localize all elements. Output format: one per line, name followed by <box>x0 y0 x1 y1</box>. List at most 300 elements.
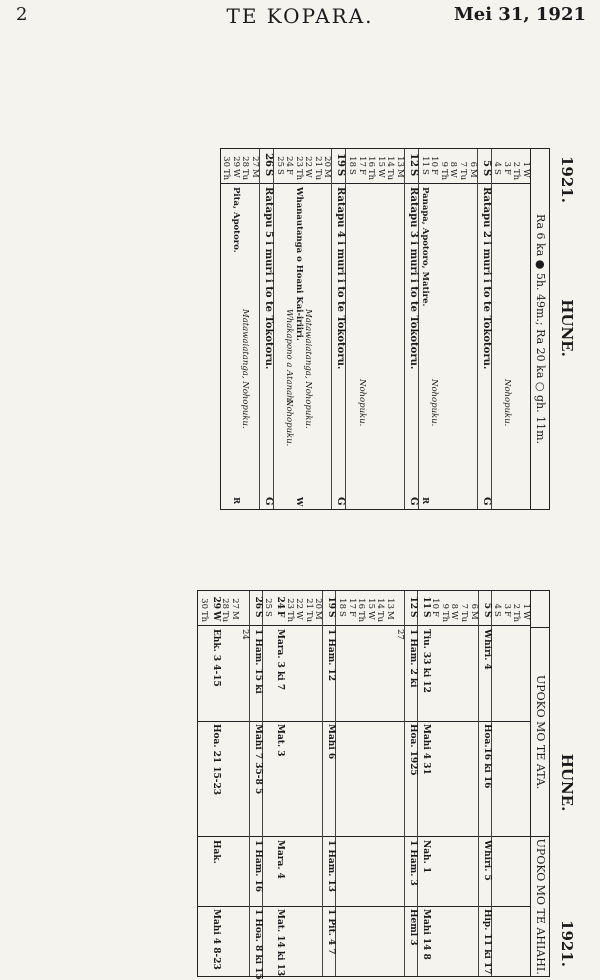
column-rule <box>346 836 356 837</box>
lesson-reference: Mat. 14 ki 13 <box>275 909 286 977</box>
column-rule <box>337 836 347 837</box>
lessons-row <box>272 591 284 976</box>
column-rule <box>260 183 273 184</box>
column-rule <box>294 836 304 837</box>
day-number: 6 <box>468 603 479 609</box>
weekday: Th <box>438 169 449 181</box>
lessons-table <box>34 590 582 980</box>
weekday: F <box>501 611 512 617</box>
column-rule <box>458 721 468 722</box>
column-rule <box>220 625 230 626</box>
day-number: 26 <box>252 596 263 609</box>
column-rule <box>239 625 249 626</box>
calendar-table <box>34 148 582 508</box>
weekday: W <box>375 169 386 178</box>
weekday: S <box>252 611 263 618</box>
lesson-reference: 1 Pit. 4 7 <box>326 909 337 955</box>
lessons-row <box>501 591 511 976</box>
weekday: Th <box>439 611 450 623</box>
calendar-row <box>284 149 294 509</box>
column-rule <box>294 906 304 907</box>
lessons-row <box>511 591 521 976</box>
column-rule <box>394 183 404 184</box>
column-rule <box>284 625 294 626</box>
day-number: 18 <box>347 156 358 167</box>
weekday: W <box>449 611 460 620</box>
column-rule <box>198 906 208 907</box>
calendar-row <box>457 149 467 509</box>
column-rule <box>337 625 347 626</box>
column-rule <box>384 721 394 722</box>
column-rule <box>365 836 375 837</box>
weekday: W <box>521 169 531 178</box>
lessons-row <box>394 591 404 976</box>
column-rule <box>229 721 239 722</box>
weekday: M <box>395 169 406 178</box>
column-rule <box>492 183 502 184</box>
lessons-row <box>313 591 323 976</box>
column-rule <box>312 183 322 184</box>
day-number: 11 <box>420 596 431 609</box>
weekday: Th <box>511 611 522 623</box>
moon-phase-row <box>530 149 549 509</box>
day-number: 13 <box>385 598 396 609</box>
column-rule <box>303 183 313 184</box>
column-rule <box>284 836 294 837</box>
day-number: 18 <box>337 598 348 609</box>
moon-phase-text: Ra 6 ka ● 5h. 49m.; Ra 20 ka ○ gh. 11m. <box>534 213 547 445</box>
column-rule <box>449 721 459 722</box>
column-rule <box>492 625 502 626</box>
column-rule <box>418 906 430 907</box>
column-rule <box>384 906 394 907</box>
weekday: S <box>492 611 503 617</box>
feast-text: Nohopuku. <box>501 379 512 427</box>
column-rule <box>520 906 530 907</box>
calendar-row <box>240 149 250 509</box>
column-rule <box>468 906 478 907</box>
day-number: 1 <box>521 161 531 167</box>
column-rule <box>439 836 449 837</box>
lessons-row <box>417 591 430 976</box>
calendar-row <box>273 149 284 509</box>
column-rule <box>337 906 347 907</box>
lessons-row <box>323 591 336 976</box>
day-number: 7 <box>458 161 469 167</box>
column-rule <box>313 625 323 626</box>
column-rule <box>405 836 417 837</box>
day-number: 6 <box>467 161 478 167</box>
weekday: F <box>429 169 440 175</box>
liturgical-color: G <box>408 497 420 506</box>
column-rule <box>220 836 230 837</box>
weekday: S <box>420 611 431 618</box>
page-header <box>0 0 600 40</box>
column-rule <box>208 836 220 837</box>
calendar-row <box>375 149 385 509</box>
lessons-row <box>239 591 249 976</box>
lesson-reference: Mara. 3 ki 7 <box>275 629 286 691</box>
calendar-row <box>366 149 376 509</box>
column-rule <box>394 721 404 722</box>
column-rule <box>405 721 417 722</box>
calendar-row <box>293 149 303 509</box>
column-rule <box>366 183 376 184</box>
calendar-row <box>491 149 502 509</box>
column-rule <box>468 625 478 626</box>
column-rule <box>501 906 511 907</box>
column-rule <box>303 906 313 907</box>
column-rule <box>324 906 336 907</box>
column-rule <box>230 183 240 184</box>
day-number: 12 <box>408 153 420 167</box>
day-number: 10 <box>430 598 441 609</box>
lesson-reference: Whiri. 4 <box>481 629 492 670</box>
column-rule <box>313 906 323 907</box>
calendar-grid <box>220 148 550 510</box>
day-number: 21 <box>303 598 314 609</box>
column-rule <box>458 906 468 907</box>
lessons-column-headers <box>530 591 549 976</box>
column-rule <box>346 625 356 626</box>
day-number: 4 <box>492 161 503 167</box>
day-number: 9 <box>439 603 450 609</box>
lessons-row <box>384 591 394 976</box>
column-rule <box>208 721 220 722</box>
weekday: F <box>275 611 286 618</box>
column-rule <box>492 836 502 837</box>
feast-text: Ratapu 2 i muri i to te Tokotoru. <box>480 187 492 370</box>
column-rule <box>198 721 208 722</box>
day-number: 5 <box>480 160 492 167</box>
feast-text: Matawaiatanga, Nohopuku. <box>240 309 251 429</box>
weekday: W <box>365 611 376 620</box>
liturgical-color: G <box>262 497 274 506</box>
weekday: F <box>284 169 295 175</box>
weekday: Tu <box>303 611 314 623</box>
lesson-reference: Mat. 3 <box>275 724 286 757</box>
lessons-grid <box>197 590 550 980</box>
column-rule <box>449 906 459 907</box>
day-number: 4 <box>492 603 503 609</box>
column-rule <box>520 625 530 626</box>
morning-lessons-header: UPOKO MO TE ATA. <box>531 627 549 836</box>
liturgical-color: R <box>419 497 430 505</box>
column-rule <box>449 836 459 837</box>
column-rule <box>405 183 418 184</box>
lessons-row <box>468 591 478 976</box>
column-rule <box>430 906 440 907</box>
lesson-reference: 1 Ham. 12 <box>326 629 337 682</box>
day-number: 1 <box>521 603 531 609</box>
weekday: S <box>263 611 274 617</box>
weekday: F <box>346 611 357 617</box>
lessons-row <box>336 591 347 976</box>
column-rule <box>468 836 478 837</box>
column-rule <box>501 183 511 184</box>
day-number: 15 <box>365 598 376 609</box>
calendar-month: HUNE. <box>558 299 576 357</box>
column-rule <box>263 721 273 722</box>
column-rule <box>221 183 231 184</box>
day-number: 2 <box>511 161 522 167</box>
column-rule <box>198 625 208 626</box>
column-rule <box>501 625 511 626</box>
lessons-row <box>478 591 491 976</box>
weekday: F <box>501 169 512 175</box>
lessons-year: 1921. <box>558 920 576 967</box>
day-number: 19 <box>326 596 337 609</box>
liturgical-color: G <box>335 497 347 506</box>
column-rule <box>303 721 313 722</box>
calendar-row <box>322 149 332 509</box>
day-number: 2 <box>511 603 522 609</box>
column-rule <box>478 183 491 184</box>
column-rule <box>229 625 239 626</box>
lesson-reference: 1 Ham. 16 <box>252 840 263 893</box>
weekday: Tu <box>220 611 231 623</box>
column-rule <box>418 836 430 837</box>
feast-text: Panapa, Apotoro, Matire. <box>419 187 430 307</box>
calendar-row <box>221 149 231 509</box>
column-rule <box>520 836 530 837</box>
day-number: 14 <box>385 156 396 167</box>
feast-text: Nohopuku. <box>429 379 440 427</box>
column-rule <box>337 721 347 722</box>
feast-text: Pita, Apotoro. <box>230 187 241 253</box>
weekday: S <box>407 611 418 618</box>
weekday: S <box>326 611 337 618</box>
column-rule <box>198 836 208 837</box>
weekday: Th <box>356 611 367 623</box>
column-rule <box>384 836 394 837</box>
weekday: Th <box>366 169 377 181</box>
lesson-reference: Mahi 4 8-23 <box>210 909 221 970</box>
weekday: S <box>480 169 492 177</box>
column-rule <box>439 625 449 626</box>
column-rule <box>375 836 385 837</box>
column-rule <box>274 183 284 184</box>
weekday: Tu <box>312 169 323 181</box>
lessons-row <box>262 591 273 976</box>
feast-text: Ratapu 4 i muri i to te Tokotoru. <box>335 187 347 370</box>
weekday: W <box>210 611 221 622</box>
column-rule <box>313 836 323 837</box>
lesson-reference: Mahi 6 <box>326 724 337 760</box>
column-rule <box>479 625 491 626</box>
issue-date: Mei 31, 1921 <box>453 4 586 25</box>
lesson-reference: Hak. <box>210 840 221 864</box>
feast-text: Whanautanga o Hoani Kai-iriiri. <box>293 187 304 341</box>
lessons-row <box>365 591 375 976</box>
day-number: 16 <box>366 156 377 167</box>
calendar-row <box>356 149 366 509</box>
column-rule <box>520 183 530 184</box>
lesson-reference: 1 Ham. 2 ki <box>407 629 418 688</box>
weekday: M <box>249 169 260 178</box>
column-rule <box>208 625 220 626</box>
column-rule <box>394 625 404 626</box>
lessons-row <box>229 591 239 976</box>
day-number: 22 <box>294 598 305 609</box>
column-rule <box>263 625 273 626</box>
liturgical-color: W <box>293 497 304 507</box>
day-number: 9 <box>438 161 449 167</box>
column-rule <box>439 721 449 722</box>
column-rule <box>405 906 417 907</box>
day-number: 23 <box>284 598 295 609</box>
column-rule <box>429 183 439 184</box>
column-rule <box>430 625 440 626</box>
lessons-row <box>220 591 230 976</box>
weekday: Tu <box>240 169 251 181</box>
feast-text: Ratapu 5 i muri i to te Tokotoru. <box>262 187 274 370</box>
day-number: 30 <box>198 598 209 609</box>
lessons-row <box>294 591 304 976</box>
column-rule <box>272 836 284 837</box>
day-number: 26 <box>262 153 274 167</box>
calendar-row <box>332 149 346 509</box>
weekday: S <box>492 169 503 175</box>
lesson-reference: Hoa. 1925 <box>407 724 418 776</box>
lessons-row <box>430 591 440 976</box>
column-rule <box>322 183 332 184</box>
column-rule <box>449 625 459 626</box>
day-number: 16 <box>356 598 367 609</box>
weekday: F <box>356 169 367 175</box>
calendar-row <box>259 149 273 509</box>
calendar-row <box>385 149 395 509</box>
day-number: 15 <box>375 156 386 167</box>
lesson-reference: 1 Ham. 13 <box>326 840 337 893</box>
column-rule <box>294 625 304 626</box>
calendar-year: 1921. <box>558 156 576 203</box>
day-number: 25 <box>263 598 274 609</box>
calendar-row <box>501 149 511 509</box>
column-rule <box>324 721 336 722</box>
column-rule <box>492 906 502 907</box>
lesson-reference: Mara. 4 <box>275 840 286 879</box>
column-rule <box>356 183 366 184</box>
calendar-row <box>249 149 259 509</box>
day-number: 17 <box>346 598 357 609</box>
day-number: 24 <box>275 596 286 609</box>
column-rule <box>333 183 346 184</box>
calendar-row <box>230 149 240 509</box>
day-number: 13 <box>395 156 406 167</box>
column-rule <box>263 836 273 837</box>
calendar-row <box>511 149 521 509</box>
liturgical-color: G <box>480 497 492 506</box>
calendar-row <box>448 149 458 509</box>
column-rule <box>346 721 356 722</box>
weekday: M <box>467 169 478 178</box>
column-rule <box>467 183 477 184</box>
column-rule <box>439 906 449 907</box>
lesson-reference: 27 <box>394 629 405 640</box>
day-number: 30 <box>221 156 232 167</box>
lessons-row <box>404 591 417 976</box>
lesson-reference: Hoa.16 ki 16 <box>481 724 492 789</box>
column-rule <box>313 721 323 722</box>
column-rule <box>284 183 294 184</box>
column-rule <box>430 721 440 722</box>
lesson-reference: Hip. 11 ki 17 <box>481 909 492 975</box>
column-rule <box>501 836 511 837</box>
column-rule <box>324 625 336 626</box>
lessons-row <box>356 591 366 976</box>
day-number: 8 <box>449 603 460 609</box>
column-rule <box>479 721 491 722</box>
day-number: 20 <box>313 598 324 609</box>
column-rule <box>220 906 230 907</box>
column-rule <box>492 721 502 722</box>
day-number: 23 <box>293 156 304 167</box>
day-number: 19 <box>335 153 347 167</box>
day-number: 10 <box>429 156 440 167</box>
weekday: S <box>481 611 492 618</box>
lesson-reference: 1 Hoa. 8 ki 15 <box>252 909 263 980</box>
weekday: S <box>262 169 274 177</box>
column-rule <box>250 836 262 837</box>
lesson-reference: Nah. 1 <box>420 840 431 874</box>
column-rule <box>385 183 395 184</box>
feast-text: Whakapono a Atanahi. <box>284 309 295 407</box>
column-rule <box>457 183 467 184</box>
lessons-row <box>208 591 220 976</box>
day-number: 27 <box>229 598 240 609</box>
column-rule <box>249 183 259 184</box>
column-rule <box>220 721 230 722</box>
weekday: Th <box>221 169 232 181</box>
weekday: Tu <box>375 611 386 623</box>
weekday: Th <box>198 611 209 623</box>
calendar-table-header <box>552 148 582 508</box>
newspaper-title: TE KOPARA. <box>226 4 374 28</box>
lesson-reference: Tiu. 33 ki 12 <box>420 629 431 693</box>
weekday: M <box>385 611 396 620</box>
calendar-row <box>404 149 418 509</box>
column-rule <box>511 906 521 907</box>
column-rule <box>394 906 404 907</box>
weekday: M <box>313 611 324 620</box>
lesson-reference: Mahi 14 8 <box>420 909 431 960</box>
lesson-reference: 24 <box>239 629 250 640</box>
calendar-row <box>303 149 313 509</box>
lesson-reference: 1 Ham. 15 ki <box>252 629 263 694</box>
weekday: W <box>448 169 459 178</box>
weekday: Th <box>511 169 522 181</box>
lessons-row <box>249 591 263 980</box>
day-number: 5 <box>481 602 492 609</box>
column-rule <box>479 906 491 907</box>
column-rule <box>356 625 366 626</box>
column-rule <box>511 721 521 722</box>
lessons-row <box>303 591 313 976</box>
lessons-row <box>198 591 208 976</box>
calendar-row <box>477 149 491 509</box>
column-rule <box>303 625 313 626</box>
weekday: Tu <box>385 169 396 181</box>
day-number: 11 <box>419 156 430 167</box>
column-rule <box>375 625 385 626</box>
column-rule <box>468 721 478 722</box>
column-rule <box>284 906 294 907</box>
day-number: 28 <box>240 156 251 167</box>
calendar-row <box>312 149 322 509</box>
column-rule <box>501 721 511 722</box>
evening-lessons-header: UPOKO MO TE AHIAHI. <box>531 836 549 976</box>
